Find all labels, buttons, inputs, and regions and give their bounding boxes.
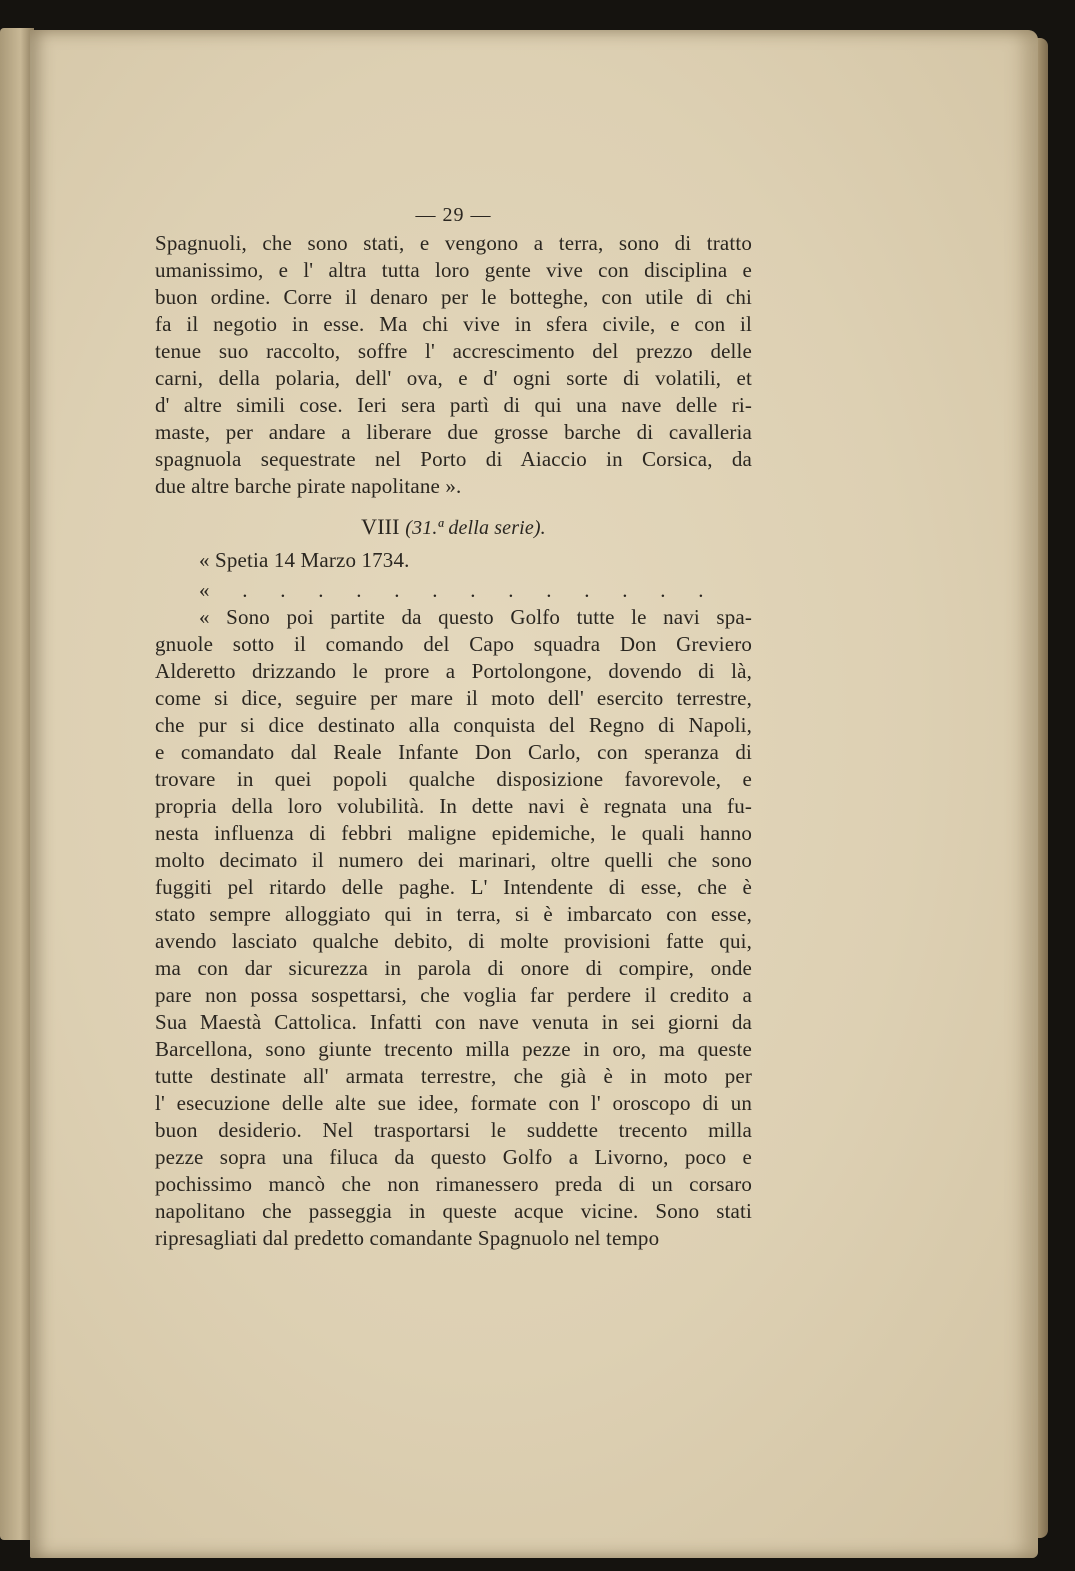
text-line: tenue suo raccolto, soffre l' accrescimento del prezzo delle <box>155 339 752 363</box>
text-line: propria della loro volubilità. In dette navi è regnata una fu- <box>155 794 752 818</box>
text-line: e comandato dal Reale Infante Don Carlo, con speranza di <box>155 740 752 764</box>
text-line: pezze sopra una filuca da questo Golfo a Livorno, poco e <box>155 1145 752 1169</box>
text-line: avendo lasciato qualche debito, di molte provisioni fatte qui, <box>155 929 752 953</box>
text-line: buon ordine. Corre il denaro per le botteghe, con utile di chi <box>155 285 752 309</box>
dateline: « Spetia 14 Marzo 1734. <box>199 548 410 572</box>
ellipsis-dot: . <box>318 578 324 602</box>
text-line: trovare in quei popoli qualche disposizione favorevole, e <box>155 767 752 791</box>
ellipsis-dot: . <box>280 578 286 602</box>
text-line: napolitano che passeggia in queste acque vicine. Sono stati <box>155 1199 752 1223</box>
text-line: fuggiti pel ritardo delle paghe. L' Intendente di esse, che è <box>155 875 752 899</box>
text-line: pochissimo mancò che non rimanessero preda di un corsaro <box>155 1172 752 1196</box>
text-line: « Sono poi partite da questo Golfo tutte le navi spa- <box>199 605 752 629</box>
paragraph-2 <box>155 604 752 1252</box>
text-line: nesta influenza di febbri maligne epidemiche, le quali hanno <box>155 821 752 845</box>
text-line: buon desiderio. Nel trasportarsi le suddette trecento milla <box>155 1118 752 1142</box>
text-line: che pur si dice destinato alla conquista del Regno di Napoli, <box>155 713 752 737</box>
text-line: pare non possa sospettarsi, che voglia far perdere il credito a <box>155 983 752 1007</box>
text-line: Sua Maestà Cattolica. Infatti con nave venuta in sei giorni da <box>155 1010 752 1034</box>
ellipsis-dot: . <box>394 578 400 602</box>
ellipsis-dot: . <box>698 578 704 602</box>
page-text <box>155 200 752 1252</box>
ellipsis-open-quote: « <box>199 578 210 602</box>
text-line: fa il negotio in esse. Ma chi vive in sfera civile, e con il <box>155 312 752 336</box>
page-number: — 29 — <box>415 204 492 226</box>
ellipsis-dot: . <box>622 578 628 602</box>
ellipsis-dot: . <box>660 578 666 602</box>
ellipsis-dot: . <box>242 578 248 602</box>
text-line: stato sempre alloggiato qui in terra, si è imbarcato con esse, <box>155 902 752 926</box>
text-line: ma con dar sicurezza in parola di onore di compire, onde <box>155 956 752 980</box>
ellipsis-dot: . <box>356 578 362 602</box>
facing-page-edge <box>0 28 34 1540</box>
text-line: molto decimato il numero dei marinari, oltre quelli che sono <box>155 848 752 872</box>
text-line: d' altre simili cose. Ieri sera partì di qui una nave delle ri- <box>155 393 752 417</box>
text-line: spagnuola sequestrate nel Porto di Aiaccio in Corsica, da <box>155 447 752 471</box>
text-line: come si dice, seguire per mare il moto dell' esercito terrestre, <box>155 686 752 710</box>
text-line: gnuole sotto il comando del Capo squadra Don Greviero <box>155 632 752 656</box>
text-line: umanissimo, e l' altra tutta loro gente vive con disciplina e <box>155 258 752 282</box>
ellipsis-line <box>155 576 752 604</box>
text-line: Alderetto drizzando le prore a Portolongone, dovendo di là, <box>155 659 752 683</box>
ellipsis-dot: . <box>432 578 438 602</box>
ellipsis-dot: . <box>470 578 476 602</box>
text-line: Barcellona, sono giunte trecento milla pezze in oro, ma queste <box>155 1037 752 1061</box>
text-line: tutte destinate all' armata terrestre, che già è in moto per <box>155 1064 752 1088</box>
text-line: due altre barche pirate napolitane ». <box>155 474 462 498</box>
text-line: l' esecuzione delle alte sue idee, formate con l' oroscopo di un <box>155 1091 752 1115</box>
text-line: Spagnuoli, che sono stati, e vengono a terra, sono di tratto <box>155 231 752 255</box>
section-heading <box>155 510 752 544</box>
ellipsis-dot: . <box>546 578 552 602</box>
text-line: carni, della polaria, dell' ova, e d' ogni sorte di volatili, et <box>155 366 752 390</box>
ellipsis-dot: . <box>584 578 590 602</box>
section-subtitle: (31.ª della serie). <box>405 517 546 539</box>
ellipsis-dot: . <box>508 578 514 602</box>
paragraph-1 <box>155 230 752 500</box>
text-line: maste, per andare a liberare due grosse barche di cavalleria <box>155 420 752 444</box>
section-numeral: VIII <box>361 514 400 539</box>
text-line: ripresagliati dal predetto comandante Spagnuolo nel tempo <box>155 1226 660 1250</box>
